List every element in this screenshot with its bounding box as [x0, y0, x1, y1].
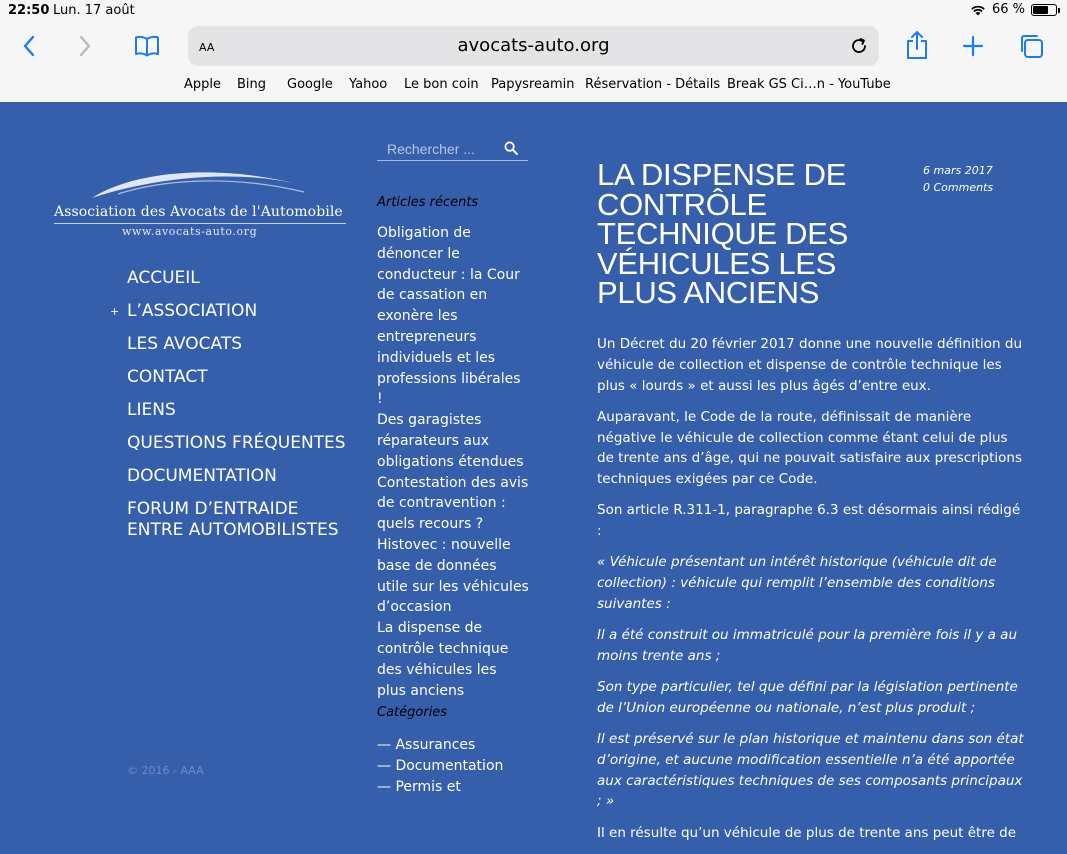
article-quote: « Véhicule présentant un intérêt historique (véhicule dit de collection) : véhicule qui remplit l’ensemble des conditions suivantes : — [597, 554, 997, 612]
chevron-right-icon — [78, 35, 92, 57]
nav-label: CONTACT — [127, 367, 208, 387]
nav-liens[interactable] — [127, 400, 357, 421]
site-logo[interactable] — [52, 164, 350, 244]
category-link[interactable]: — Documentation — [377, 757, 504, 774]
battery-percent: 66 % — [991, 2, 1025, 17]
logo-name: Association des Avocats de l'Automobile — [54, 204, 343, 220]
reload-icon[interactable] — [849, 36, 869, 56]
recent-articles-heading: Articles récents — [377, 195, 479, 210]
new-tab-button[interactable] — [957, 30, 989, 62]
main-navigation — [110, 268, 357, 553]
share-button[interactable] — [901, 29, 933, 61]
battery-icon — [1031, 4, 1057, 16]
nav-association[interactable] — [110, 301, 357, 322]
article-paragraph: Il en résulte qu’un véhicule de plus de trente ans peut être de — [597, 824, 1017, 841]
article-comments-link[interactable]: 0 Comments — [923, 181, 994, 194]
recent-post-link[interactable]: Obligation de dénoncer le conducteur : la Cour de cassation en exonère les entrepreneurs individuels et les professions libérales ! — [377, 225, 521, 408]
nav-documentation[interactable] — [127, 466, 357, 487]
nav-forum[interactable] — [127, 499, 357, 541]
status-bar — [0, 0, 1067, 22]
recent-post-link[interactable]: La dispense de contrôle technique des véhicules les plus anciens — [377, 620, 509, 699]
favorites-bar — [0, 77, 1067, 97]
bookmark-le-bon-coin[interactable]: Le bon coin — [404, 77, 479, 92]
nav-questions-frequentes[interactable] — [127, 433, 357, 454]
back-button[interactable] — [13, 30, 45, 62]
book-icon — [134, 35, 160, 57]
bookmark-papysreamin[interactable]: Papysreamin — [491, 77, 575, 92]
categories-list — [377, 735, 529, 797]
categories-heading: Catégories — [377, 705, 448, 720]
article-paragraph: Un Décret du 20 février 2017 donne une nouvelle définition du véhicule de collection et dispense de contrôle technique les plus « lourds » et aussi les plus âgés d’entre eux. — [597, 336, 1022, 394]
car-swoosh-logo-icon — [88, 164, 308, 204]
nav-label: FORUM D’ENTRAIDE ENTRE AUTOMOBILISTES — [127, 499, 339, 540]
logo-site-url: www.avocats-auto.org — [122, 225, 258, 238]
bookmark-reservation[interactable]: Réservation - Détails — [585, 77, 721, 92]
logo-divider — [54, 223, 346, 224]
search-icon[interactable] — [504, 141, 518, 155]
article-paragraph: Auparavant, le Code de la route, définissait de manière négative le véhicule de collection comme étant celui de plus de trente ans d’âge, qui ne pouvait satisfaire aux prescriptions techniques exigées par ce Code. — [597, 408, 1022, 488]
nav-accueil[interactable] — [127, 268, 357, 289]
url-text[interactable]: avocats-auto.org — [457, 35, 610, 56]
article-paragraph: Son article R.311-1, paragraphe 6.3 est désormais ainsi rédigé : — [597, 502, 1021, 540]
tabs-icon — [1018, 33, 1044, 59]
nav-label: LES AVOCATS — [127, 334, 243, 354]
article-quote: Son type particulier, tel que défini par la législation pertinente de l’Union européenne ou nationale, n’est plus produit ; — [597, 679, 1018, 716]
recent-post-link[interactable]: Des garagistes réparateurs aux obligations étendues — [377, 412, 524, 470]
bookmark-bing[interactable]: Bing — [237, 77, 267, 92]
status-time: 22:50 — [8, 3, 50, 18]
recent-articles-list — [377, 223, 529, 701]
nav-label: L’ASSOCIATION — [127, 301, 258, 321]
bookmark-apple[interactable]: Apple — [184, 77, 222, 92]
nav-label: DOCUMENTATION — [127, 466, 277, 486]
nav-label: QUESTIONS FRÉQUENTES — [127, 433, 346, 453]
status-right — [970, 2, 1057, 17]
recent-post-link[interactable]: Histovec : nouvelle base de données utile sur les véhicules d’occasion — [377, 536, 529, 616]
share-icon — [905, 30, 929, 60]
article-meta — [923, 162, 993, 196]
tabs-button[interactable] — [1015, 30, 1047, 62]
forward-button[interactable] — [69, 30, 101, 62]
copyright: © 2016 - AAA — [127, 764, 204, 777]
wifi-icon — [970, 4, 986, 16]
article-date: 6 mars 2017 — [923, 164, 993, 177]
status-date: Lun. 17 août — [53, 3, 135, 18]
nav-les-avocats[interactable] — [127, 334, 357, 355]
plus-icon — [962, 35, 984, 57]
article-quote: Il a été construit ou immatriculé pour la première fois il y a au moins trente ans ; — [597, 627, 1018, 664]
bookmark-youtube[interactable]: Break GS Ci…n - YouTube — [727, 77, 891, 92]
category-link[interactable]: — Permis et — [377, 778, 461, 795]
browser-chrome — [0, 0, 1067, 102]
bookmark-yahoo[interactable]: Yahoo — [349, 77, 388, 92]
bookmarks-button[interactable] — [131, 30, 163, 62]
article-quote: Il est préservé sur le plan historique et maintenu dans son état d’origine, et aucune modification essentielle n’a été apportée aux caractéristiques techniques de ses composants principaux ; » — [597, 731, 1024, 810]
category-link[interactable]: — Assurances — [377, 737, 476, 753]
nav-label: ACCUEIL — [127, 268, 200, 288]
article-body — [597, 334, 1027, 854]
bookmark-google[interactable]: Google — [287, 77, 333, 92]
nav-label: LIENS — [127, 400, 176, 420]
web-page — [0, 102, 1067, 841]
submenu-plus-icon[interactable]: + — [110, 305, 120, 318]
article-title: LA DISPENSE DE CONTRÔLE TECHNIQUE DES VÉHICULES LES PLUS ANCIENS — [597, 157, 849, 310]
text-size-label: AA — [199, 41, 215, 54]
nav-contact[interactable] — [127, 367, 357, 388]
address-bar[interactable] — [188, 26, 879, 66]
chevron-left-icon — [22, 35, 36, 57]
search-input[interactable] — [377, 139, 502, 159]
search-box — [377, 139, 528, 161]
recent-post-link[interactable]: Contestation des avis de contravention : quels recours ? — [377, 474, 529, 533]
